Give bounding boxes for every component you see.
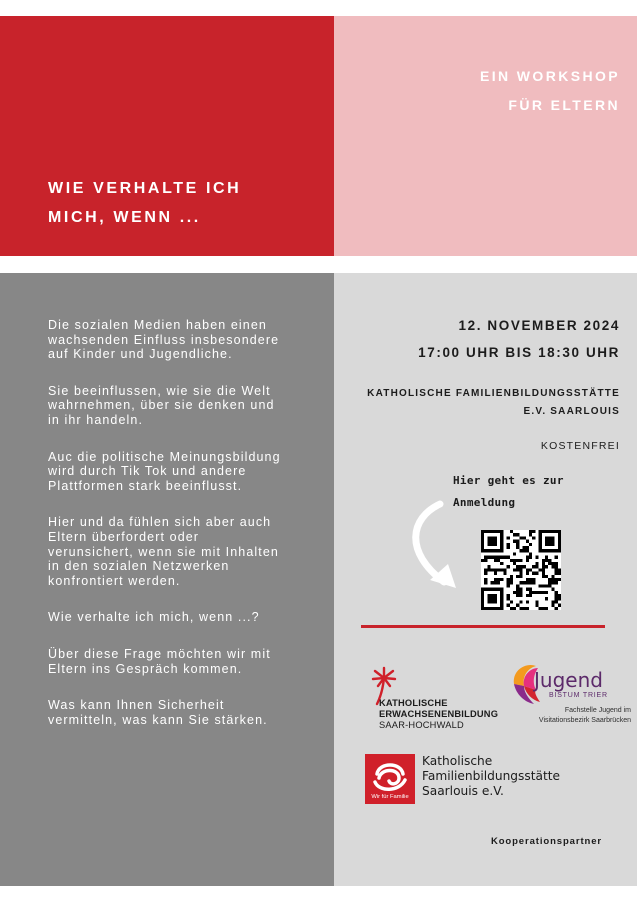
fbs-logo-mark (365, 754, 415, 804)
partners-label: Kooperationspartner (490, 836, 602, 847)
paragraph-4: Hier und da fühlen sich aber auch Eltern überfordert oder verunsichert, wenn sie mit Inhalten in den sozialen Netzwerken konfrontiert werden. (48, 515, 279, 588)
headline-line-1: WIE VERHALTE ICH (48, 180, 242, 197)
fbs-name (422, 754, 560, 800)
fbs-tagline: Wir für Familie (371, 794, 409, 800)
venue-line-2: E.V. SAARLOUIS (523, 406, 620, 417)
registration-qr-code[interactable] (481, 530, 561, 610)
tagline-line-2: FÜR ELTERN (508, 97, 620, 113)
paragraph-1: Die sozialen Medien haben einen wachsenden Einfluss insbesondere auf Kinder und Jugendliche. (48, 318, 280, 362)
body-text (48, 318, 288, 749)
header-pink-panel (334, 16, 637, 256)
keb-text (379, 698, 498, 731)
jugend-logo (505, 660, 633, 736)
paragraph-2: Sie beeinflussen, wie sie die Welt wahrnehmen, über sie denken und in ihr handeln. (48, 383, 275, 427)
keb-line-1: KATHOLISCHE (379, 698, 448, 708)
paragraph-7: Was kann Ihnen Sicherheit vermitteln, was kann Sie stärken. (48, 698, 268, 727)
headline (48, 174, 318, 232)
fbs-line-2: Familienbildungsstätte (422, 769, 561, 784)
tagline-line-1: EIN WORKSHOP (479, 68, 620, 84)
keb-logo (367, 666, 507, 736)
jugend-footer-line-1: Fachstelle Jugend im (564, 707, 631, 714)
keb-line-2: ERWACHSENENBILDUNG (379, 709, 499, 719)
tagline (340, 62, 620, 120)
event-date: 12. NOVEMBER 2024 (458, 318, 620, 333)
registration-line-2: Anmeldung (453, 496, 516, 509)
jugend-footer-line-2: Visitationsbezirk Saarbrücken (538, 716, 631, 724)
jugend-title: Jugend (534, 668, 603, 692)
registration-line-1: Hier geht es zur (453, 474, 564, 487)
paragraph-6: Über diese Frage möchten wir mit Eltern ins Gespräch kommen. (48, 646, 271, 676)
curved-arrow-icon (400, 500, 470, 590)
cost-label: KOSTENFREI (540, 440, 620, 452)
venue-line-1: KATHOLISCHE FAMILIENBILDUNGSSTÄTTE (367, 388, 620, 399)
fbs-line-3: Saarlouis e.V. (422, 784, 504, 799)
keb-line-3: SAAR-HOCHWALD (379, 720, 464, 730)
jugend-subtitle: BISTUM TRIER (549, 692, 608, 699)
jugend-footer (507, 706, 631, 725)
section-divider (361, 625, 605, 628)
paragraph-5: Wie verhalte ich mich, wenn ...? (48, 610, 260, 625)
headline-line-2: MICH, WENN ... (48, 209, 201, 226)
event-time: 17:00 UHR BIS 18:30 UHR (418, 345, 620, 360)
fbs-line-1: Katholische (422, 754, 493, 768)
paragraph-3: Auc die politische Meinungsbildung wird durch Tik Tok und andere Plattformen stark beeinflusst. (48, 449, 281, 493)
